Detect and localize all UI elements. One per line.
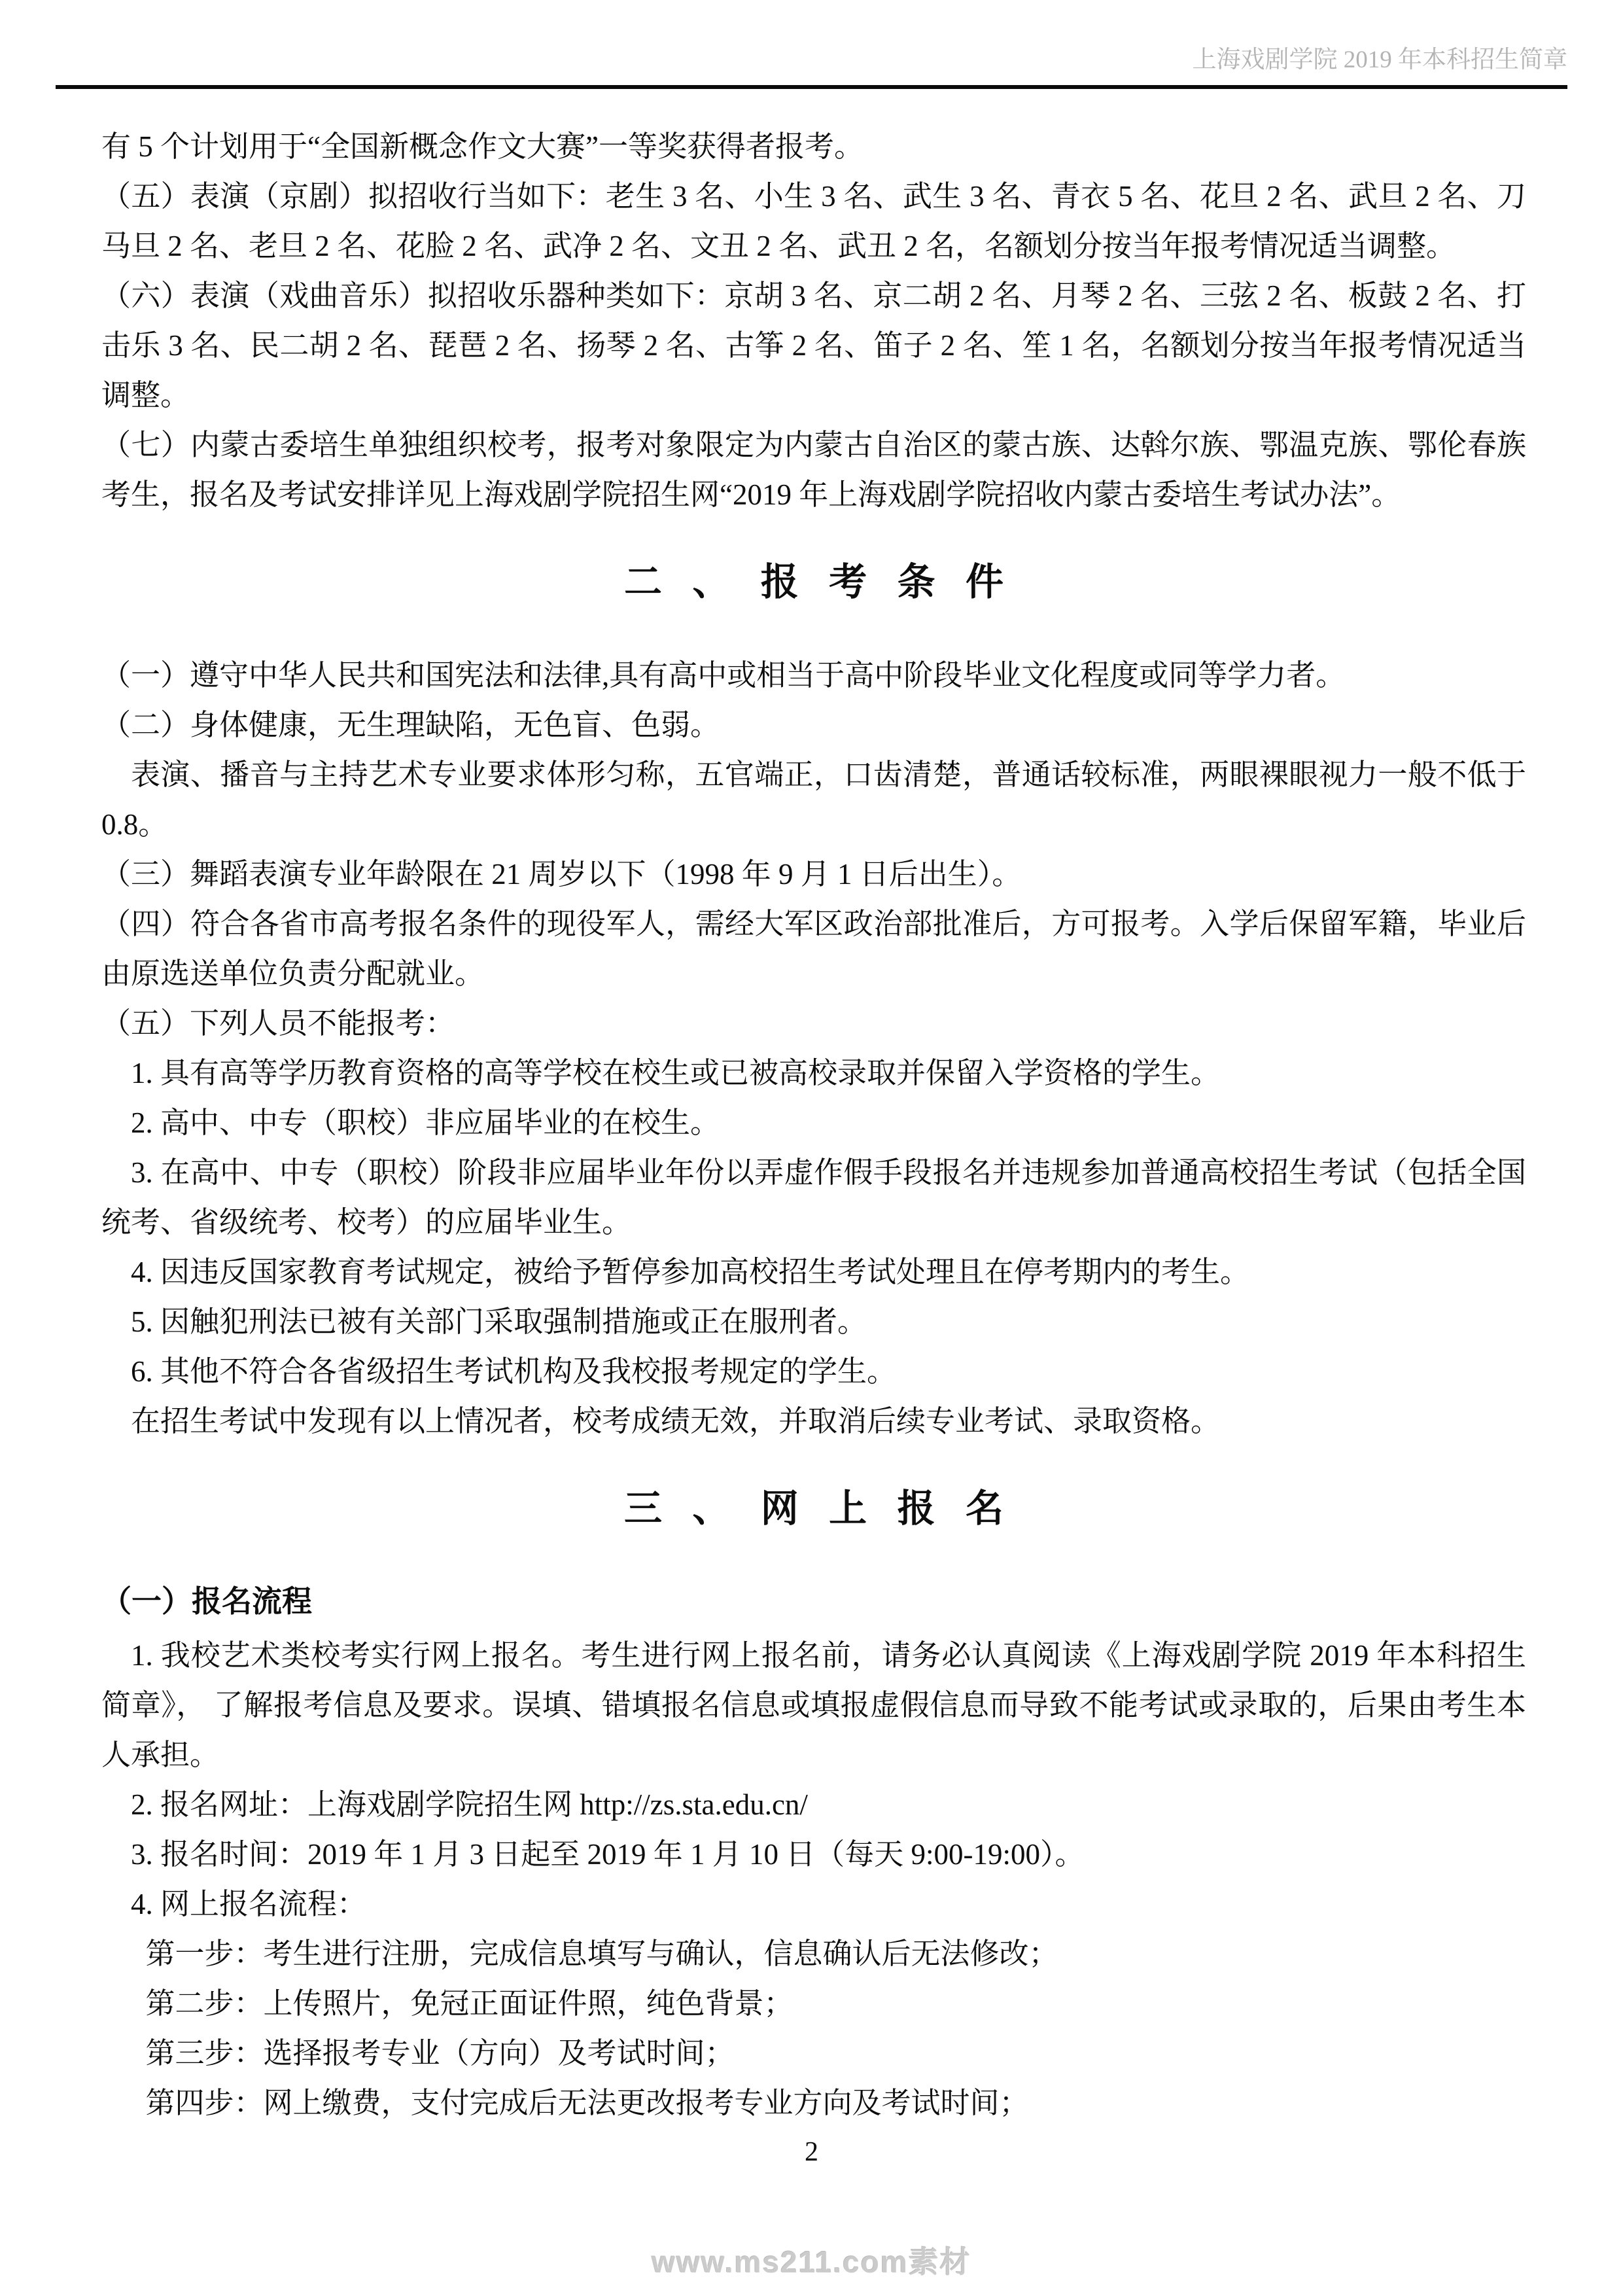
section-heading-requirements bbox=[101, 556, 1526, 609]
paragraph: 4. 因违反国家教育考试规定，被给予暂停参加高校招生考试处理且在停考期内的考生。 bbox=[131, 1256, 1250, 1289]
section-requirements bbox=[101, 650, 1526, 1446]
paragraph: （六）表演（戏曲音乐）拟招收乐器种类如下：京胡 3 名、京二胡 2 名、月琴 2 名、三弦 2 名、板鼓 2 名、打击乐 3 名、民二胡 2 名、琵琶 2 名、扬琴 2 名、古筝 2 名、笛子 2 名、笙 1 名，名额划分按当年报考情况适当调整。 bbox=[101, 279, 1526, 412]
section-admission-plan bbox=[101, 122, 1526, 520]
paragraph: 5. 因触犯刑法已被有关部门采取强制措施或正在服刑者。 bbox=[131, 1305, 867, 1339]
paragraph: 在招生考试中发现有以上情况者，校考成绩无效，并取消后续专业考试、录取资格。 bbox=[131, 1405, 1221, 1438]
section-heading-online-registration-text: 三、网上报名 bbox=[623, 1487, 1034, 1530]
paragraph: 1. 我校艺术类校考实行网上报名。考生进行网上报名前，请务必认真阅读《上海戏剧学院 2019 年本科招生简章》， 了解报考信息及要求。误填、错填报名信息或填报虚假信息而导致不能考试或录取的，后果由考生本人承担。 bbox=[101, 1639, 1526, 1772]
paragraph: 3. 在高中、中专（职校）阶段非应届毕业年份以弄虚作假手段报名并违规参加普通高校招生考试（包括全国统考、省级统考、校考）的应届毕业生。 bbox=[101, 1156, 1526, 1239]
paragraph: 6. 其他不符合各省级招生考试机构及我校报考规定的学生。 bbox=[131, 1355, 897, 1388]
paragraph: （七）内蒙古委培生单独组织校考，报考对象限定为内蒙古自治区的蒙古族、达斡尔族、鄂温克族、鄂伦春族考生，报名及考试安排详见上海戏剧学院招生网“2019 年上海戏剧学院招收内蒙古委培生考试办法”。 bbox=[101, 429, 1526, 512]
paragraph: （五）表演（京剧）拟招收行当如下：老生 3 名、小生 3 名、武生 3 名、青衣 5 名、花旦 2 名、武旦 2 名、刀马旦 2 名、老旦 2 名、花脸 2 名、武净 2 名、文丑 2 名、武丑 2 名，名额划分按当年报考情况适当调整。 bbox=[101, 180, 1526, 263]
page-number: 2 bbox=[805, 2137, 818, 2167]
paragraph: 第三步：选择报考专业（方向）及考试时间； bbox=[145, 2037, 735, 2070]
paragraph: （一）遵守中华人民共和国宪法和法律,具有高中或相当于高中阶段毕业文化程度或同等学力者。 bbox=[101, 659, 1346, 692]
paragraph: 4. 网上报名流程： bbox=[131, 1888, 367, 1921]
paragraph: 第四步：网上缴费，支付完成后无法更改报考专业方向及考试时间； bbox=[145, 2087, 1029, 2120]
paragraph: （二）身体健康，无生理缺陷，无色盲、色弱。 bbox=[101, 709, 720, 742]
subsection-heading-registration-process: （一）报名流程 bbox=[101, 1585, 312, 1619]
section-heading-requirements-text: 二、报考条件 bbox=[623, 561, 1034, 604]
paragraph: 3. 报名时间：2019 年 1 月 3 日起至 2019 年 1 月 10 日（每天 9:00-19:00）。 bbox=[131, 1838, 1085, 1871]
paragraph: 第二步：上传照片，免冠正面证件照，纯色背景； bbox=[145, 1987, 794, 2021]
paragraph: （三）舞蹈表演专业年龄限在 21 周岁以下（1998 年 9 月 1 日后出生）。 bbox=[101, 858, 1022, 891]
paragraph: 第一步：考生进行注册，完成信息填写与确认，信息确认后无法修改； bbox=[145, 1937, 1058, 1971]
paragraph: 2. 高中、中专（职校）非应届毕业的在校生。 bbox=[131, 1106, 720, 1140]
section-heading-online-registration bbox=[101, 1483, 1526, 1535]
paragraph: 1. 具有高等学历教育资格的高等学校在校生或已被高校录取并保留入学资格的学生。 bbox=[131, 1057, 1221, 1090]
paragraph: 2. 报名网址：上海戏剧学院招生网 http://zs.sta.edu.cn/ bbox=[131, 1788, 808, 1822]
running-header-title: 上海戏剧学院 2019 年本科招生简章 bbox=[1192, 46, 1567, 73]
section-online-registration bbox=[101, 1631, 1526, 2128]
watermark: www.ms211.com素材 bbox=[652, 2245, 971, 2279]
paragraph: 有 5 个计划用于“全国新概念作文大赛”一等奖获得者报考。 bbox=[101, 130, 864, 164]
paragraph: （五）下列人员不能报考： bbox=[101, 1007, 455, 1040]
paragraph: 表演、播音与主持艺术专业要求体形匀称，五官端正，口齿清楚，普通话较标准，两眼裸眼视力一般不低于 0.8。 bbox=[101, 758, 1526, 841]
paragraph: （四）符合各省市高考报名条件的现役军人，需经大军区政治部批准后，方可报考。入学后保留军籍，毕业后由原选送单位负责分配就业。 bbox=[101, 908, 1526, 991]
document-body bbox=[56, 89, 1567, 2128]
running-header bbox=[56, 46, 1567, 89]
